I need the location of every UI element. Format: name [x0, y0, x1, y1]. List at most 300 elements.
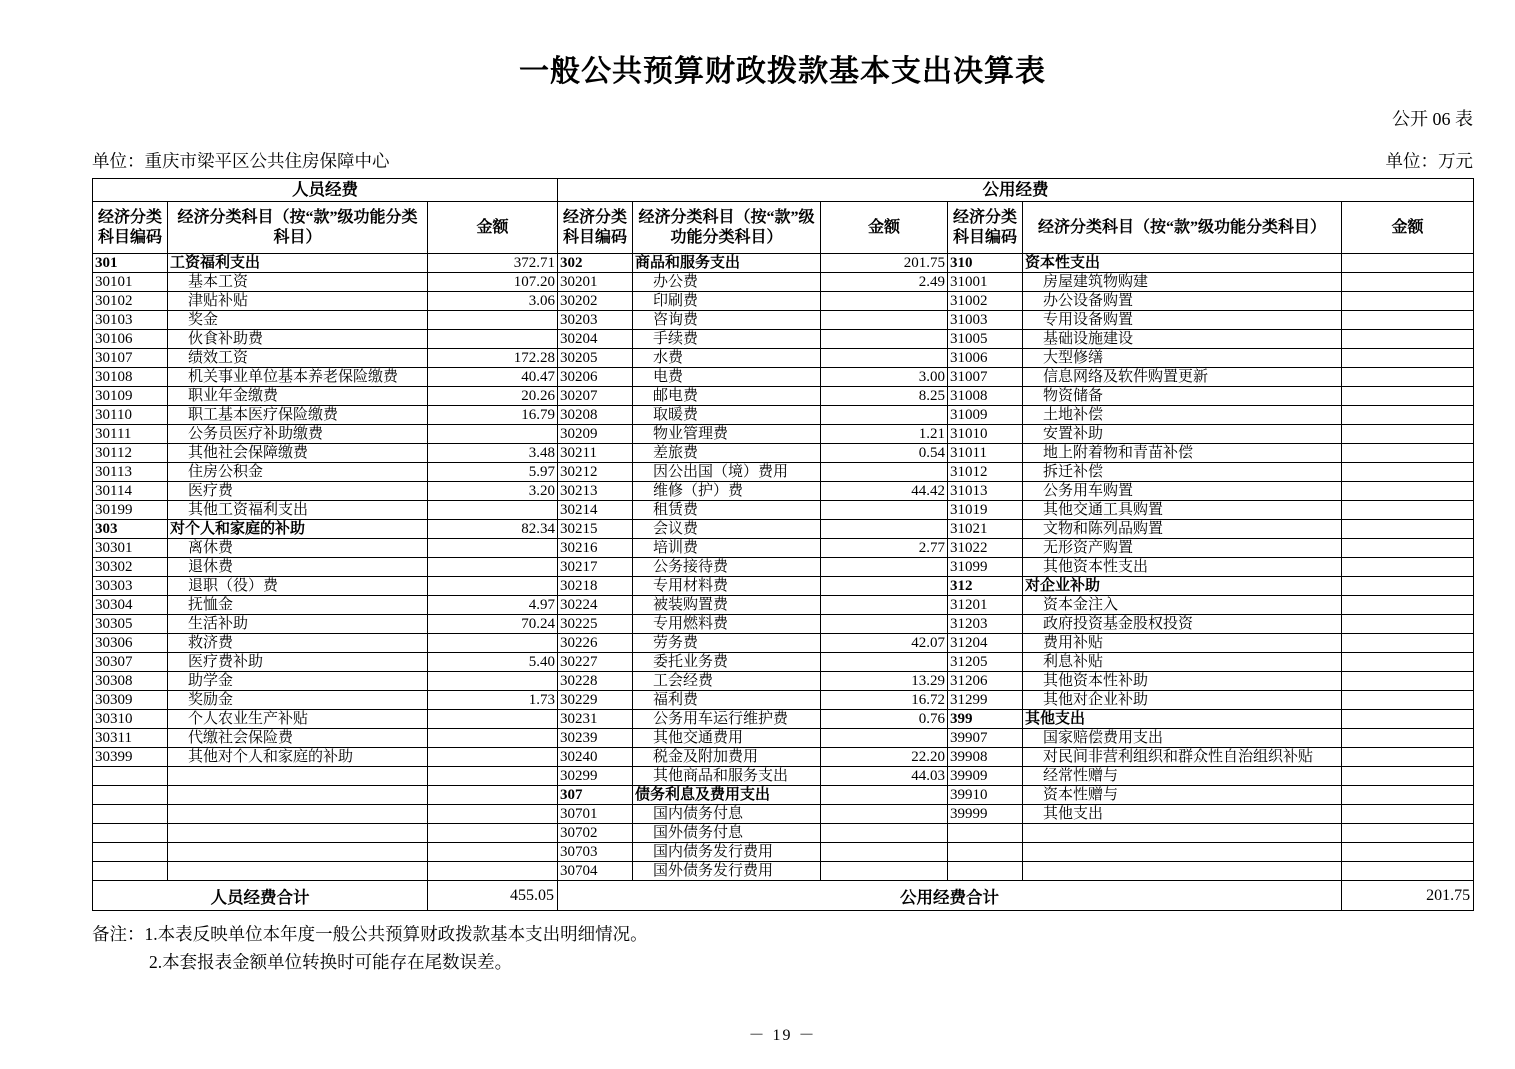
table-row	[93, 805, 1474, 824]
code-cell: 30206	[558, 368, 633, 387]
amount-cell	[1342, 596, 1474, 615]
code-cell: 31203	[948, 615, 1023, 634]
amount-cell	[821, 653, 948, 672]
subject-cell: 资本金注入	[1023, 596, 1342, 615]
table-row	[93, 482, 1474, 501]
subject-cell: 差旅费	[633, 444, 821, 463]
amount-cell	[428, 767, 558, 786]
subject-cell: 专用燃料费	[633, 615, 821, 634]
code-cell: 30102	[93, 292, 168, 311]
amount-cell: 3.06	[428, 292, 558, 311]
amount-cell	[428, 672, 558, 691]
subject-cell: 公务用车运行维护费	[633, 710, 821, 729]
table-row	[93, 577, 1474, 596]
amount-cell: 2.77	[821, 539, 948, 558]
amount-cell	[428, 862, 558, 881]
code-cell: 30211	[558, 444, 633, 463]
subject-cell: 其他资本性补助	[1023, 672, 1342, 691]
subject-cell: 绩效工资	[168, 349, 428, 368]
table-row	[93, 653, 1474, 672]
amount-cell	[821, 311, 948, 330]
code-cell: 302	[558, 254, 633, 273]
subject-cell: 津贴补贴	[168, 292, 428, 311]
code-cell: 30306	[93, 634, 168, 653]
code-cell: 30309	[93, 691, 168, 710]
amount-cell: 201.75	[821, 254, 948, 273]
amount-cell	[428, 539, 558, 558]
subject-cell: 职业年金缴费	[168, 387, 428, 406]
subject-cell: 助学金	[168, 672, 428, 691]
amount-cell	[821, 805, 948, 824]
amount-cell: 372.71	[428, 254, 558, 273]
code-cell: 31009	[948, 406, 1023, 425]
code-cell: 30110	[93, 406, 168, 425]
subject-cell: 奖金	[168, 311, 428, 330]
code-cell: 31201	[948, 596, 1023, 615]
amount-cell: 20.26	[428, 387, 558, 406]
subject-cell: 取暖费	[633, 406, 821, 425]
subject-cell: 地上附着物和青苗补偿	[1023, 444, 1342, 463]
code-cell: 399	[948, 710, 1023, 729]
amount-cell: 44.42	[821, 482, 948, 501]
code-cell: 39999	[948, 805, 1023, 824]
code-cell: 31001	[948, 273, 1023, 292]
amount-cell	[1342, 786, 1474, 805]
subject-cell: 工资福利支出	[168, 254, 428, 273]
code-cell: 301	[93, 254, 168, 273]
code-cell: 30216	[558, 539, 633, 558]
subject-cell	[1023, 862, 1342, 881]
subject-cell: 其他交通工具购置	[1023, 501, 1342, 520]
code-cell: 31008	[948, 387, 1023, 406]
amount-cell: 22.20	[821, 748, 948, 767]
subject-cell	[168, 805, 428, 824]
table-row	[93, 463, 1474, 482]
amount-cell: 2.49	[821, 273, 948, 292]
code-cell: 30113	[93, 463, 168, 482]
code-cell: 39909	[948, 767, 1023, 786]
amount-cell	[1342, 330, 1474, 349]
amount-cell	[1342, 805, 1474, 824]
table-row	[93, 539, 1474, 558]
table-row	[93, 349, 1474, 368]
col-header-subject: 经济分类科目（按“款”级功能分类科目）	[168, 202, 428, 254]
subject-cell: 利息补贴	[1023, 653, 1342, 672]
subject-cell: 文物和陈列品购置	[1023, 520, 1342, 539]
amount-cell	[1342, 710, 1474, 729]
amount-cell: 5.97	[428, 463, 558, 482]
subject-cell: 退休费	[168, 558, 428, 577]
amount-cell	[1342, 729, 1474, 748]
code-cell: 30231	[558, 710, 633, 729]
amount-cell	[428, 634, 558, 653]
code-cell: 307	[558, 786, 633, 805]
subject-cell: 其他工资福利支出	[168, 501, 428, 520]
subject-cell: 印刷费	[633, 292, 821, 311]
unit-organization: 单位：重庆市梁平区公共住房保障中心	[92, 151, 390, 171]
amount-cell	[1342, 520, 1474, 539]
code-cell: 31012	[948, 463, 1023, 482]
amount-cell: 172.28	[428, 349, 558, 368]
amount-cell	[821, 349, 948, 368]
code-cell: 310	[948, 254, 1023, 273]
code-cell: 30304	[93, 596, 168, 615]
subject-cell: 物资储备	[1023, 387, 1342, 406]
code-cell: 312	[948, 577, 1023, 596]
amount-cell	[1342, 691, 1474, 710]
amount-cell	[821, 463, 948, 482]
subject-cell	[1023, 843, 1342, 862]
totals-row	[93, 881, 1474, 911]
subject-cell: 土地补偿	[1023, 406, 1342, 425]
code-cell: 30299	[558, 767, 633, 786]
page-number: － 19 －	[748, 1027, 817, 1044]
amount-cell: 3.00	[821, 368, 948, 387]
table-row	[93, 558, 1474, 577]
subject-cell: 其他对个人和家庭的补助	[168, 748, 428, 767]
expenditure-table	[92, 178, 1474, 911]
amount-cell	[1342, 444, 1474, 463]
subject-cell: 生活补助	[168, 615, 428, 634]
table-row	[93, 767, 1474, 786]
notes	[92, 920, 1473, 976]
amount-cell	[1342, 292, 1474, 311]
code-cell: 31013	[948, 482, 1023, 501]
code-cell: 30301	[93, 539, 168, 558]
amount-cell	[1342, 273, 1474, 292]
subject-cell: 费用补贴	[1023, 634, 1342, 653]
code-cell: 31003	[948, 311, 1023, 330]
subject-cell: 国外债务付息	[633, 824, 821, 843]
subject-cell: 其他商品和服务支出	[633, 767, 821, 786]
subject-cell: 机关事业单位基本养老保险缴费	[168, 368, 428, 387]
code-cell: 30111	[93, 425, 168, 444]
document-page	[92, 0, 1473, 1045]
page-title: 一般公共预算财政拨款基本支出决算表	[519, 55, 1046, 88]
code-cell	[93, 862, 168, 881]
code-cell: 30227	[558, 653, 633, 672]
subject-cell: 基础设施建设	[1023, 330, 1342, 349]
code-cell: 30701	[558, 805, 633, 824]
col-header-subject: 经济分类科目（按“款”级功能分类科目）	[633, 202, 821, 254]
table-row	[93, 425, 1474, 444]
subject-cell: 医疗费补助	[168, 653, 428, 672]
amount-cell	[428, 786, 558, 805]
subject-cell: 抚恤金	[168, 596, 428, 615]
amount-cell: 3.20	[428, 482, 558, 501]
amount-cell	[821, 824, 948, 843]
subject-cell	[168, 862, 428, 881]
code-cell: 30307	[93, 653, 168, 672]
amount-cell	[821, 292, 948, 311]
amount-cell	[1342, 482, 1474, 501]
subject-cell: 公务接待费	[633, 558, 821, 577]
code-cell: 31005	[948, 330, 1023, 349]
col-header-amount: 金额	[821, 202, 948, 254]
code-cell: 31010	[948, 425, 1023, 444]
table-row	[93, 824, 1474, 843]
subject-cell: 因公出国（境）费用	[633, 463, 821, 482]
unit-row	[92, 148, 1473, 173]
code-cell: 30302	[93, 558, 168, 577]
col-header-amount: 金额	[1342, 202, 1474, 254]
amount-cell	[428, 425, 558, 444]
amount-cell	[1342, 615, 1474, 634]
subject-cell: 伙食补助费	[168, 330, 428, 349]
subject-cell: 办公费	[633, 273, 821, 292]
table-row	[93, 862, 1474, 881]
subject-cell	[1023, 824, 1342, 843]
code-cell: 31099	[948, 558, 1023, 577]
col-header-amount: 金额	[428, 202, 558, 254]
table-row	[93, 501, 1474, 520]
amount-cell	[821, 406, 948, 425]
code-cell: 30703	[558, 843, 633, 862]
code-cell: 30109	[93, 387, 168, 406]
code-cell: 31205	[948, 653, 1023, 672]
table-row	[93, 520, 1474, 539]
subject-cell: 无形资产购置	[1023, 539, 1342, 558]
amount-cell	[428, 330, 558, 349]
amount-cell	[821, 843, 948, 862]
code-cell: 30108	[93, 368, 168, 387]
amount-cell	[1342, 539, 1474, 558]
code-cell	[93, 786, 168, 805]
amount-cell	[1342, 406, 1474, 425]
subject-cell: 资本性支出	[1023, 254, 1342, 273]
code-cell	[93, 824, 168, 843]
amount-cell	[1342, 463, 1474, 482]
amount-cell: 70.24	[428, 615, 558, 634]
amount-cell	[1342, 368, 1474, 387]
code-cell: 31011	[948, 444, 1023, 463]
amount-cell	[1342, 501, 1474, 520]
code-cell: 30212	[558, 463, 633, 482]
code-cell: 30218	[558, 577, 633, 596]
code-cell: 30702	[558, 824, 633, 843]
amount-cell	[821, 577, 948, 596]
subject-cell: 离休费	[168, 539, 428, 558]
amount-cell	[428, 311, 558, 330]
subject-cell: 租赁费	[633, 501, 821, 520]
code-cell: 30215	[558, 520, 633, 539]
amount-cell	[428, 805, 558, 824]
code-cell: 30704	[558, 862, 633, 881]
column-header-row	[93, 202, 1474, 254]
subject-cell: 专用设备购置	[1023, 311, 1342, 330]
subject-cell: 政府投资基金股权投资	[1023, 615, 1342, 634]
code-cell	[948, 862, 1023, 881]
code-cell: 30226	[558, 634, 633, 653]
amount-cell: 16.72	[821, 691, 948, 710]
subject-cell: 对个人和家庭的补助	[168, 520, 428, 539]
code-cell: 31021	[948, 520, 1023, 539]
subject-cell: 专用材料费	[633, 577, 821, 596]
table-row	[93, 444, 1474, 463]
personnel-total-label: 人员经费合计	[93, 881, 428, 911]
subject-cell: 奖励金	[168, 691, 428, 710]
code-cell: 30114	[93, 482, 168, 501]
amount-cell	[1342, 862, 1474, 881]
code-cell: 30213	[558, 482, 633, 501]
subject-cell: 税金及附加费用	[633, 748, 821, 767]
subject-cell: 国内债务付息	[633, 805, 821, 824]
code-cell	[948, 824, 1023, 843]
subject-cell: 信息网络及软件购置更新	[1023, 368, 1342, 387]
amount-cell: 16.79	[428, 406, 558, 425]
amount-cell	[821, 596, 948, 615]
table-row	[93, 330, 1474, 349]
code-cell	[93, 843, 168, 862]
subject-cell: 其他资本性支出	[1023, 558, 1342, 577]
amount-cell	[1342, 843, 1474, 862]
col-header-code: 经济分类科目编码	[948, 202, 1023, 254]
subject-cell: 其他支出	[1023, 805, 1342, 824]
code-cell: 31019	[948, 501, 1023, 520]
public-total-label: 公用经费合计	[558, 881, 1342, 911]
amount-cell	[1342, 672, 1474, 691]
subject-cell: 债务利息及费用支出	[633, 786, 821, 805]
table-row	[93, 843, 1474, 862]
code-cell: 31299	[948, 691, 1023, 710]
subject-cell: 其他支出	[1023, 710, 1342, 729]
amount-cell	[821, 862, 948, 881]
code-cell: 30399	[93, 748, 168, 767]
subject-cell: 安置补助	[1023, 425, 1342, 444]
subject-cell: 物业管理费	[633, 425, 821, 444]
table-row	[93, 634, 1474, 653]
subject-cell: 福利费	[633, 691, 821, 710]
subject-cell: 其他对企业补助	[1023, 691, 1342, 710]
code-cell: 39910	[948, 786, 1023, 805]
subject-cell: 国外债务发行费用	[633, 862, 821, 881]
amount-cell: 0.76	[821, 710, 948, 729]
amount-cell	[1342, 767, 1474, 786]
amount-cell: 0.54	[821, 444, 948, 463]
subject-cell: 大型修缮	[1023, 349, 1342, 368]
subject-cell: 职工基本医疗保险缴费	[168, 406, 428, 425]
amount-cell	[1342, 311, 1474, 330]
subject-cell: 国内债务发行费用	[633, 843, 821, 862]
subject-cell: 公务员医疗补助缴费	[168, 425, 428, 444]
amount-cell: 82.34	[428, 520, 558, 539]
code-cell: 31006	[948, 349, 1023, 368]
subject-cell: 商品和服务支出	[633, 254, 821, 273]
code-cell: 30228	[558, 672, 633, 691]
amount-cell	[821, 615, 948, 634]
subject-cell: 被装购置费	[633, 596, 821, 615]
subject-cell: 其他社会保障缴费	[168, 444, 428, 463]
amount-cell: 42.07	[821, 634, 948, 653]
code-cell: 30217	[558, 558, 633, 577]
code-cell: 30224	[558, 596, 633, 615]
code-cell: 30308	[93, 672, 168, 691]
table-body	[93, 254, 1474, 881]
subject-cell: 代缴社会保险费	[168, 729, 428, 748]
subject-cell: 水费	[633, 349, 821, 368]
subject-cell: 工会经费	[633, 672, 821, 691]
amount-cell	[821, 786, 948, 805]
amount-cell	[1342, 254, 1474, 273]
amount-cell: 5.40	[428, 653, 558, 672]
code-cell	[93, 767, 168, 786]
amount-cell: 1.21	[821, 425, 948, 444]
code-cell: 30207	[558, 387, 633, 406]
subject-cell: 委托业务费	[633, 653, 821, 672]
subject-cell: 救济费	[168, 634, 428, 653]
table-row	[93, 729, 1474, 748]
subject-cell: 基本工资	[168, 273, 428, 292]
group-header-row	[93, 179, 1474, 202]
amount-cell	[1342, 387, 1474, 406]
code-cell	[93, 805, 168, 824]
table-row	[93, 710, 1474, 729]
code-cell: 30107	[93, 349, 168, 368]
subject-cell: 资本性赠与	[1023, 786, 1342, 805]
table-row	[93, 596, 1474, 615]
amount-cell	[428, 558, 558, 577]
code-cell: 30225	[558, 615, 633, 634]
note-line-2: 2.本套报表金额单位转换时可能存在尾数误差。	[149, 952, 513, 972]
code-cell: 31007	[948, 368, 1023, 387]
code-cell: 30239	[558, 729, 633, 748]
subject-cell: 邮电费	[633, 387, 821, 406]
amount-cell	[821, 729, 948, 748]
personnel-total-amount: 455.05	[428, 881, 558, 911]
subject-cell: 经常性赠与	[1023, 767, 1342, 786]
code-cell: 31022	[948, 539, 1023, 558]
amount-cell: 3.48	[428, 444, 558, 463]
table-row	[93, 273, 1474, 292]
code-cell: 30311	[93, 729, 168, 748]
table-row	[93, 254, 1474, 273]
public-total-amount: 201.75	[1342, 881, 1474, 911]
subject-cell: 对民间非营利组织和群众性自治组织补贴	[1023, 748, 1342, 767]
code-cell: 30112	[93, 444, 168, 463]
group-header-public: 公用经费	[558, 179, 1474, 202]
col-header-subject: 经济分类科目（按“款”级功能分类科目）	[1023, 202, 1342, 254]
table-row	[93, 406, 1474, 425]
code-cell: 30305	[93, 615, 168, 634]
group-header-personnel: 人员经费	[93, 179, 558, 202]
amount-cell	[428, 824, 558, 843]
unit-currency: 单位：万元	[1385, 151, 1473, 171]
amount-cell	[1342, 824, 1474, 843]
table-row	[93, 786, 1474, 805]
subject-cell: 电费	[633, 368, 821, 387]
note-line-1: 备注：1.本表反映单位本年度一般公共预算财政拨款基本支出明细情况。	[92, 924, 648, 944]
code-cell: 30201	[558, 273, 633, 292]
code-cell: 30310	[93, 710, 168, 729]
amount-cell	[428, 843, 558, 862]
table-label: 公开 06 表	[1392, 109, 1473, 129]
code-cell: 30240	[558, 748, 633, 767]
subject-cell: 对企业补助	[1023, 577, 1342, 596]
amount-cell	[1342, 634, 1474, 653]
code-cell: 30101	[93, 273, 168, 292]
subject-cell: 办公设备购置	[1023, 292, 1342, 311]
code-cell: 30199	[93, 501, 168, 520]
amount-cell	[821, 501, 948, 520]
amount-cell	[1342, 653, 1474, 672]
col-header-code: 经济分类科目编码	[558, 202, 633, 254]
code-cell: 30106	[93, 330, 168, 349]
col-header-code: 经济分类科目编码	[93, 202, 168, 254]
amount-cell	[428, 748, 558, 767]
amount-cell	[821, 558, 948, 577]
amount-cell	[821, 330, 948, 349]
subject-cell: 手续费	[633, 330, 821, 349]
